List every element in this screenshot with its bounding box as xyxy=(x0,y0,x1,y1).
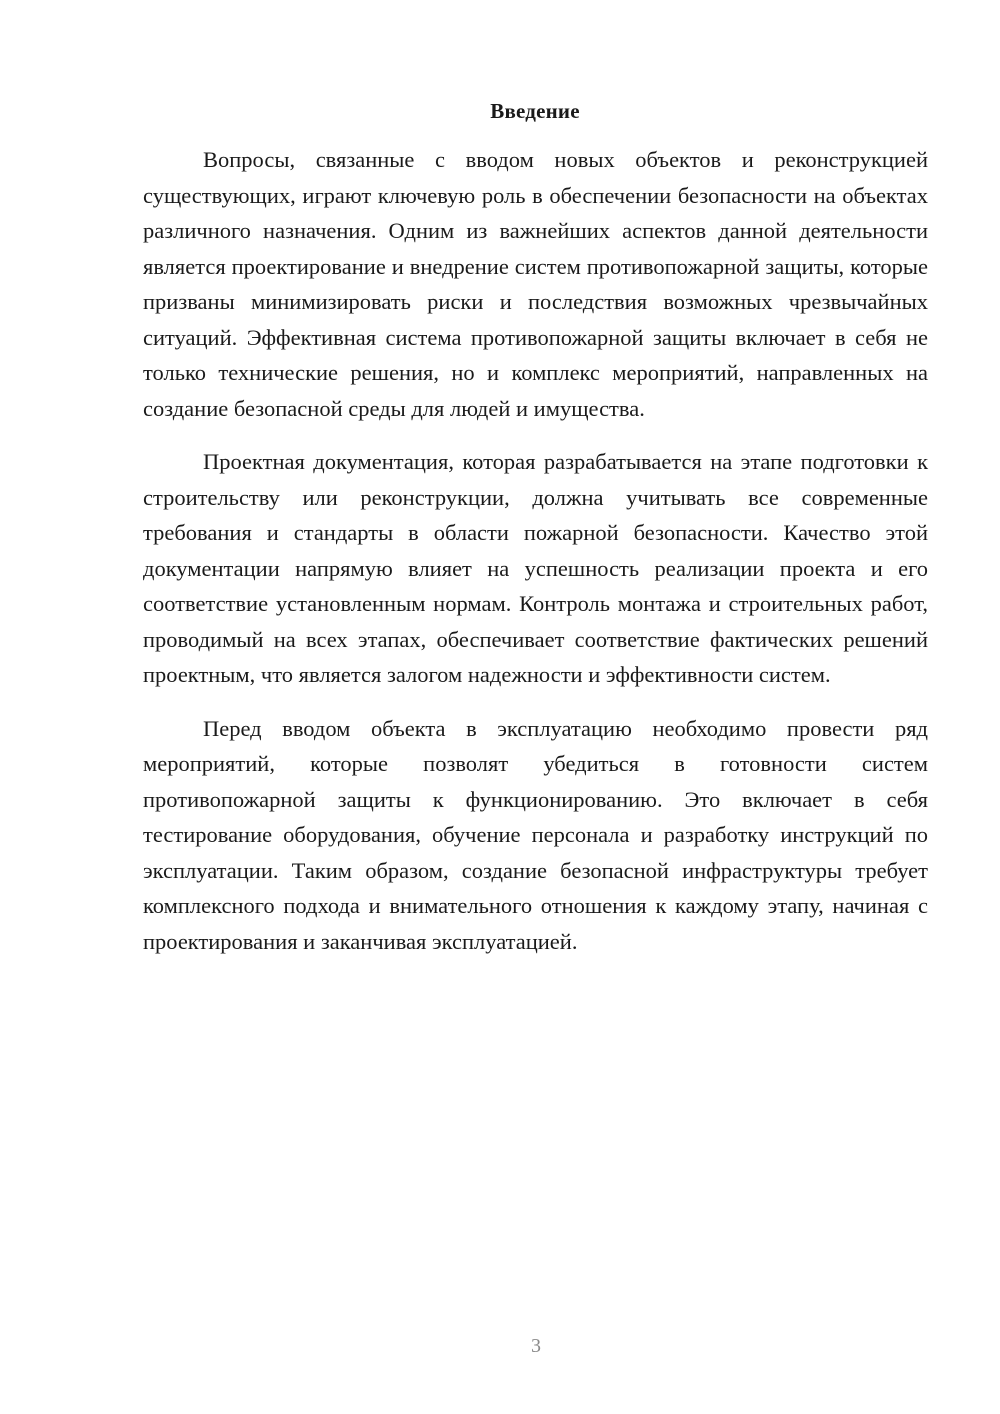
body-text xyxy=(143,142,928,977)
paragraph-3: Перед вводом объекта в эксплуатацию необходимо провести ряд мероприятий, которые позволят убедиться в готовности систем противопожарной защиты к функционированию. Это включает в себя тестирование оборудования, обучение персонала и разработку инструкций по эксплуатации. Таким образом, создание безопасной инфраструктуры требует комплексного подхода и внимательного отношения к каждому этапу, начиная с проектирования и заканчивая эксплуатацией. xyxy=(143,715,928,954)
paragraph-2: Проектная документация, которая разрабатывается на этапе подготовки к строительству или реконструкции, должна учитывать все современные требования и стандарты в области пожарной безопасности. Качество этой документации напрямую влияет на успешность реализации проекта и его соответствие установленным нормам. Контроль монтажа и строительных работ, проводимый на всех этапах, обеспечивает соответствие фактических решений проектным, что является залогом надежности и эффективности систем. xyxy=(143,449,928,687)
paragraph-1: Вопросы, связанные с вводом новых объектов и реконструкцией существующих, играют ключевую роль в обеспечении безопасности на объектах различного назначения. Одним из важнейших аспектов данной деятельности является проектирование и внедрение систем противопожарной защиты, которые призваны минимизировать риски и последствия возможных чрезвычайных ситуаций. Эффективная система противопожарной защиты включает в себя не только технические решения, но и комплекс мероприятий, направленных на создание безопасной среды для людей и имущества. xyxy=(143,147,928,421)
page-number: 3 xyxy=(531,1335,541,1357)
section-heading: Введение xyxy=(490,99,580,123)
